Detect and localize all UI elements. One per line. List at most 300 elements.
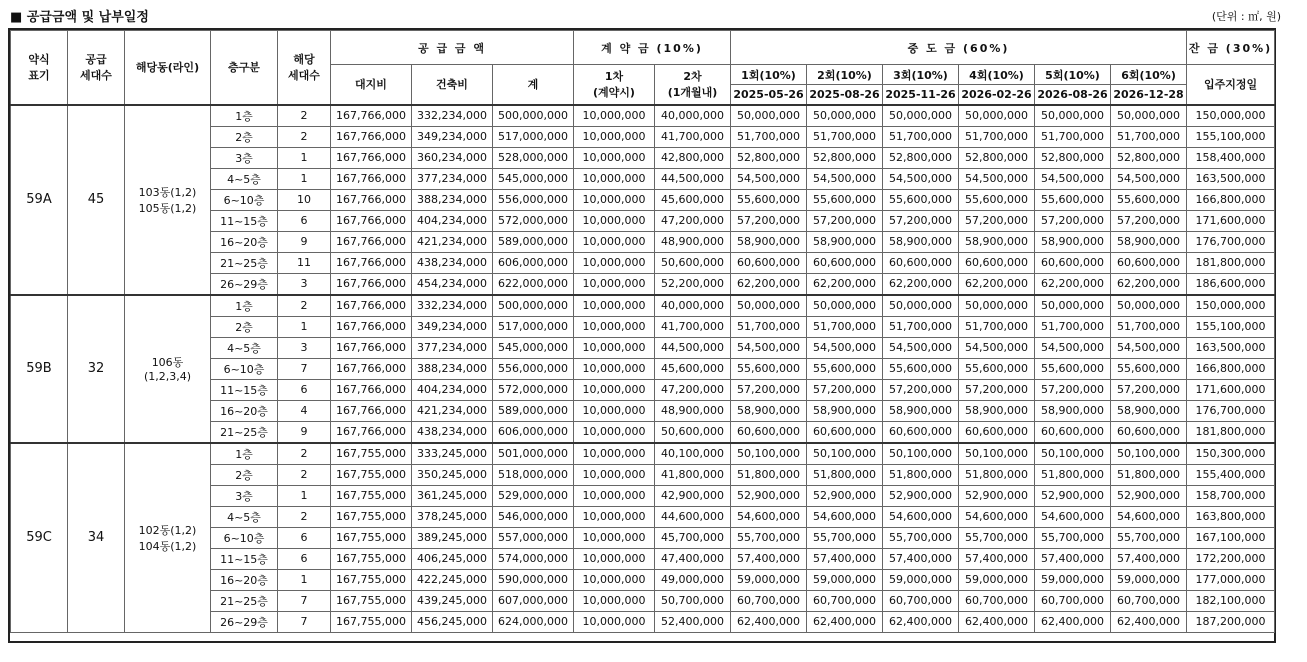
households-cell: 34 <box>68 443 125 633</box>
middle4-cell: 54,500,000 <box>959 337 1035 358</box>
construction-cell: 454,234,000 <box>412 273 493 295</box>
floor-households-cell: 1 <box>278 147 331 168</box>
middle4-cell: 57,200,000 <box>959 210 1035 231</box>
middle1-cell: 51,700,000 <box>731 126 807 147</box>
col-middle-2-date: 2025-08-26 <box>807 85 883 105</box>
total-cell: 572,000,000 <box>493 210 574 231</box>
balance-cell: 167,100,000 <box>1187 527 1275 548</box>
middle6-cell: 58,900,000 <box>1111 231 1187 252</box>
balance-cell: 163,800,000 <box>1187 506 1275 527</box>
contract1-cell: 10,000,000 <box>574 464 655 485</box>
contract1-cell: 10,000,000 <box>574 147 655 168</box>
unit-note: (단위 : ㎡, 원) <box>1211 10 1281 23</box>
building-cell: 103동(1,2) 105동(1,2) <box>125 105 211 295</box>
construction-cell: 361,245,000 <box>412 485 493 506</box>
middle2-cell: 58,900,000 <box>807 400 883 421</box>
construction-cell: 377,234,000 <box>412 168 493 189</box>
middle1-cell: 54,600,000 <box>731 506 807 527</box>
land-cell: 167,766,000 <box>331 358 412 379</box>
middle6-cell: 50,000,000 <box>1111 105 1187 127</box>
middle3-cell: 60,600,000 <box>883 252 959 273</box>
middle6-cell: 57,400,000 <box>1111 548 1187 569</box>
middle3-cell: 62,200,000 <box>883 273 959 295</box>
middle1-cell: 57,200,000 <box>731 210 807 231</box>
contract2-cell: 41,800,000 <box>655 464 731 485</box>
construction-cell: 377,234,000 <box>412 337 493 358</box>
floor-cell: 1층 <box>211 295 278 317</box>
middle5-cell: 60,700,000 <box>1035 590 1111 611</box>
land-cell: 167,755,000 <box>331 569 412 590</box>
land-cell: 167,766,000 <box>331 252 412 273</box>
construction-cell: 422,245,000 <box>412 569 493 590</box>
total-cell: 501,000,000 <box>493 443 574 465</box>
floor-cell: 21~25층 <box>211 252 278 273</box>
total-cell: 545,000,000 <box>493 168 574 189</box>
contract1-cell: 10,000,000 <box>574 485 655 506</box>
floor-cell: 16~20층 <box>211 569 278 590</box>
contract1-cell: 10,000,000 <box>574 421 655 443</box>
floor-cell: 21~25층 <box>211 421 278 443</box>
middle6-cell: 52,900,000 <box>1111 485 1187 506</box>
middle2-cell: 54,500,000 <box>807 337 883 358</box>
middle3-cell: 50,000,000 <box>883 105 959 127</box>
middle6-cell: 54,600,000 <box>1111 506 1187 527</box>
construction-cell: 456,245,000 <box>412 611 493 632</box>
contract1-cell: 10,000,000 <box>574 548 655 569</box>
table-row <box>11 295 1275 317</box>
construction-cell: 388,234,000 <box>412 189 493 210</box>
balance-cell: 150,000,000 <box>1187 295 1275 317</box>
middle2-cell: 52,800,000 <box>807 147 883 168</box>
households-cell: 45 <box>68 105 125 295</box>
middle1-cell: 55,600,000 <box>731 189 807 210</box>
floor-households-cell: 7 <box>278 358 331 379</box>
middle4-cell: 52,900,000 <box>959 485 1035 506</box>
middle3-cell: 58,900,000 <box>883 231 959 252</box>
floor-households-cell: 4 <box>278 400 331 421</box>
land-cell: 167,766,000 <box>331 273 412 295</box>
balance-cell: 172,200,000 <box>1187 548 1275 569</box>
middle2-cell: 60,700,000 <box>807 590 883 611</box>
balance-cell: 171,600,000 <box>1187 379 1275 400</box>
construction-cell: 404,234,000 <box>412 379 493 400</box>
contract2-cell: 50,600,000 <box>655 252 731 273</box>
middle4-cell: 50,100,000 <box>959 443 1035 465</box>
middle5-cell: 52,800,000 <box>1035 147 1111 168</box>
middle5-cell: 58,900,000 <box>1035 400 1111 421</box>
floor-households-cell: 2 <box>278 105 331 127</box>
middle3-cell: 57,200,000 <box>883 379 959 400</box>
land-cell: 167,766,000 <box>331 337 412 358</box>
construction-cell: 350,245,000 <box>412 464 493 485</box>
section-title: ■ 공급금액 및 납부일정 <box>10 10 149 25</box>
middle2-cell: 62,200,000 <box>807 273 883 295</box>
contract1-cell: 10,000,000 <box>574 231 655 252</box>
contract1-cell: 10,000,000 <box>574 316 655 337</box>
col-households: 공급 세대수 <box>68 31 125 105</box>
middle1-cell: 57,400,000 <box>731 548 807 569</box>
middle1-cell: 52,800,000 <box>731 147 807 168</box>
contract1-cell: 10,000,000 <box>574 210 655 231</box>
floor-households-cell: 3 <box>278 337 331 358</box>
middle2-cell: 51,800,000 <box>807 464 883 485</box>
contract1-cell: 10,000,000 <box>574 506 655 527</box>
middle5-cell: 50,100,000 <box>1035 443 1111 465</box>
land-cell: 167,766,000 <box>331 379 412 400</box>
middle1-cell: 54,500,000 <box>731 168 807 189</box>
middle5-cell: 51,700,000 <box>1035 316 1111 337</box>
construction-cell: 421,234,000 <box>412 400 493 421</box>
floor-cell: 6~10층 <box>211 358 278 379</box>
floor-households-cell: 7 <box>278 611 331 632</box>
middle6-cell: 50,000,000 <box>1111 295 1187 317</box>
contract1-cell: 10,000,000 <box>574 590 655 611</box>
middle2-cell: 55,700,000 <box>807 527 883 548</box>
construction-cell: 349,234,000 <box>412 126 493 147</box>
land-cell: 167,766,000 <box>331 316 412 337</box>
col-building: 해당동(라인) <box>125 31 211 105</box>
land-cell: 167,766,000 <box>331 168 412 189</box>
middle4-cell: 51,800,000 <box>959 464 1035 485</box>
land-cell: 167,766,000 <box>331 210 412 231</box>
floor-cell: 16~20층 <box>211 400 278 421</box>
middle5-cell: 52,900,000 <box>1035 485 1111 506</box>
middle4-cell: 57,200,000 <box>959 379 1035 400</box>
col-middle: 중 도 금 (60%) <box>731 31 1187 65</box>
total-cell: 517,000,000 <box>493 126 574 147</box>
middle4-cell: 52,800,000 <box>959 147 1035 168</box>
construction-cell: 438,234,000 <box>412 421 493 443</box>
middle1-cell: 54,500,000 <box>731 337 807 358</box>
building-cell: 102동(1,2) 104동(1,2) <box>125 443 211 633</box>
contract1-cell: 10,000,000 <box>574 400 655 421</box>
floor-households-cell: 9 <box>278 421 331 443</box>
construction-cell: 421,234,000 <box>412 231 493 252</box>
construction-cell: 388,234,000 <box>412 358 493 379</box>
middle5-cell: 54,500,000 <box>1035 337 1111 358</box>
total-cell: 572,000,000 <box>493 379 574 400</box>
middle1-cell: 60,600,000 <box>731 252 807 273</box>
floor-cell: 21~25층 <box>211 590 278 611</box>
middle3-cell: 60,700,000 <box>883 590 959 611</box>
col-contract-1: 1차 (계약시) <box>574 65 655 105</box>
contract2-cell: 40,100,000 <box>655 443 731 465</box>
middle4-cell: 62,400,000 <box>959 611 1035 632</box>
middle3-cell: 50,000,000 <box>883 295 959 317</box>
floor-cell: 16~20층 <box>211 231 278 252</box>
contract2-cell: 48,900,000 <box>655 400 731 421</box>
land-cell: 167,766,000 <box>331 295 412 317</box>
middle6-cell: 59,000,000 <box>1111 569 1187 590</box>
floor-households-cell: 2 <box>278 126 331 147</box>
middle3-cell: 52,800,000 <box>883 147 959 168</box>
land-cell: 167,755,000 <box>331 611 412 632</box>
land-cell: 167,766,000 <box>331 147 412 168</box>
col-balance: 잔 금 (30%) <box>1187 31 1275 65</box>
middle5-cell: 57,200,000 <box>1035 210 1111 231</box>
contract2-cell: 40,000,000 <box>655 295 731 317</box>
middle1-cell: 62,200,000 <box>731 273 807 295</box>
floor-cell: 3층 <box>211 147 278 168</box>
construction-cell: 360,234,000 <box>412 147 493 168</box>
floor-households-cell: 2 <box>278 506 331 527</box>
type-cell: 59B <box>11 295 68 443</box>
balance-cell: 158,400,000 <box>1187 147 1275 168</box>
middle4-cell: 60,600,000 <box>959 252 1035 273</box>
middle5-cell: 55,600,000 <box>1035 358 1111 379</box>
middle4-cell: 57,400,000 <box>959 548 1035 569</box>
middle2-cell: 57,400,000 <box>807 548 883 569</box>
balance-cell: 181,800,000 <box>1187 421 1275 443</box>
construction-cell: 378,245,000 <box>412 506 493 527</box>
middle1-cell: 51,800,000 <box>731 464 807 485</box>
col-middle-5-date: 2026-08-26 <box>1035 85 1111 105</box>
middle6-cell: 60,600,000 <box>1111 252 1187 273</box>
contract2-cell: 52,200,000 <box>655 273 731 295</box>
total-cell: 517,000,000 <box>493 316 574 337</box>
floor-households-cell: 10 <box>278 189 331 210</box>
middle3-cell: 62,400,000 <box>883 611 959 632</box>
col-total: 계 <box>493 65 574 105</box>
middle6-cell: 54,500,000 <box>1111 337 1187 358</box>
total-cell: 529,000,000 <box>493 485 574 506</box>
floor-households-cell: 6 <box>278 210 331 231</box>
contract2-cell: 44,500,000 <box>655 337 731 358</box>
land-cell: 167,755,000 <box>331 527 412 548</box>
floor-households-cell: 2 <box>278 443 331 465</box>
floor-cell: 11~15층 <box>211 379 278 400</box>
total-cell: 574,000,000 <box>493 548 574 569</box>
col-middle-1-date: 2025-05-26 <box>731 85 807 105</box>
middle3-cell: 51,800,000 <box>883 464 959 485</box>
total-cell: 606,000,000 <box>493 252 574 273</box>
col-floor: 층구분 <box>211 31 278 105</box>
land-cell: 167,755,000 <box>331 548 412 569</box>
land-cell: 167,766,000 <box>331 231 412 252</box>
balance-cell: 155,400,000 <box>1187 464 1275 485</box>
land-cell: 167,755,000 <box>331 590 412 611</box>
col-construction: 건축비 <box>412 65 493 105</box>
middle6-cell: 57,200,000 <box>1111 379 1187 400</box>
col-supply: 공 급 금 액 <box>331 31 574 65</box>
middle6-cell: 58,900,000 <box>1111 400 1187 421</box>
total-cell: 607,000,000 <box>493 590 574 611</box>
middle3-cell: 57,400,000 <box>883 548 959 569</box>
middle1-cell: 50,000,000 <box>731 105 807 127</box>
floor-households-cell: 1 <box>278 316 331 337</box>
total-cell: 589,000,000 <box>493 400 574 421</box>
contract2-cell: 49,000,000 <box>655 569 731 590</box>
balance-cell: 176,700,000 <box>1187 231 1275 252</box>
table-body <box>11 105 1275 633</box>
contract1-cell: 10,000,000 <box>574 337 655 358</box>
contract2-cell: 41,700,000 <box>655 316 731 337</box>
balance-cell: 171,600,000 <box>1187 210 1275 231</box>
floor-cell: 11~15층 <box>211 548 278 569</box>
middle4-cell: 55,700,000 <box>959 527 1035 548</box>
col-middle-6-label: 6회(10%) <box>1111 65 1187 85</box>
contract2-cell: 42,900,000 <box>655 485 731 506</box>
middle5-cell: 51,800,000 <box>1035 464 1111 485</box>
contract2-cell: 44,500,000 <box>655 168 731 189</box>
contract1-cell: 10,000,000 <box>574 252 655 273</box>
floor-cell: 4~5층 <box>211 337 278 358</box>
balance-cell: 166,800,000 <box>1187 189 1275 210</box>
middle6-cell: 55,600,000 <box>1111 189 1187 210</box>
balance-cell: 177,000,000 <box>1187 569 1275 590</box>
contract1-cell: 10,000,000 <box>574 189 655 210</box>
middle2-cell: 51,700,000 <box>807 316 883 337</box>
contract2-cell: 48,900,000 <box>655 231 731 252</box>
contract2-cell: 52,400,000 <box>655 611 731 632</box>
middle1-cell: 52,900,000 <box>731 485 807 506</box>
land-cell: 167,755,000 <box>331 464 412 485</box>
total-cell: 556,000,000 <box>493 189 574 210</box>
middle6-cell: 62,400,000 <box>1111 611 1187 632</box>
middle4-cell: 54,500,000 <box>959 168 1035 189</box>
contract2-cell: 41,700,000 <box>655 126 731 147</box>
middle4-cell: 54,600,000 <box>959 506 1035 527</box>
total-cell: 590,000,000 <box>493 569 574 590</box>
middle1-cell: 62,400,000 <box>731 611 807 632</box>
middle3-cell: 58,900,000 <box>883 400 959 421</box>
middle4-cell: 58,900,000 <box>959 400 1035 421</box>
floor-cell: 11~15층 <box>211 210 278 231</box>
type-cell: 59C <box>11 443 68 633</box>
middle2-cell: 62,400,000 <box>807 611 883 632</box>
middle2-cell: 57,200,000 <box>807 379 883 400</box>
middle3-cell: 55,600,000 <box>883 189 959 210</box>
contract2-cell: 42,800,000 <box>655 147 731 168</box>
middle4-cell: 55,600,000 <box>959 358 1035 379</box>
land-cell: 167,766,000 <box>331 421 412 443</box>
middle1-cell: 60,700,000 <box>731 590 807 611</box>
middle6-cell: 54,500,000 <box>1111 168 1187 189</box>
construction-cell: 389,245,000 <box>412 527 493 548</box>
middle6-cell: 57,200,000 <box>1111 210 1187 231</box>
col-middle-3-label: 3회(10%) <box>883 65 959 85</box>
contract1-cell: 10,000,000 <box>574 168 655 189</box>
middle3-cell: 54,500,000 <box>883 168 959 189</box>
middle6-cell: 60,700,000 <box>1111 590 1187 611</box>
middle2-cell: 58,900,000 <box>807 231 883 252</box>
floor-cell: 6~10층 <box>211 189 278 210</box>
middle5-cell: 55,700,000 <box>1035 527 1111 548</box>
middle6-cell: 51,700,000 <box>1111 126 1187 147</box>
middle5-cell: 60,600,000 <box>1035 421 1111 443</box>
land-cell: 167,766,000 <box>331 126 412 147</box>
floor-households-cell: 6 <box>278 379 331 400</box>
middle1-cell: 58,900,000 <box>731 231 807 252</box>
balance-cell: 150,000,000 <box>1187 105 1275 127</box>
middle5-cell: 59,000,000 <box>1035 569 1111 590</box>
middle1-cell: 57,200,000 <box>731 379 807 400</box>
contract1-cell: 10,000,000 <box>574 611 655 632</box>
floor-cell: 1층 <box>211 105 278 127</box>
total-cell: 500,000,000 <box>493 295 574 317</box>
construction-cell: 332,234,000 <box>412 295 493 317</box>
col-contract: 계 약 금 (10%) <box>574 31 731 65</box>
total-cell: 557,000,000 <box>493 527 574 548</box>
middle5-cell: 62,400,000 <box>1035 611 1111 632</box>
middle5-cell: 54,600,000 <box>1035 506 1111 527</box>
contract2-cell: 45,600,000 <box>655 189 731 210</box>
contract1-cell: 10,000,000 <box>574 379 655 400</box>
floor-cell: 26~29층 <box>211 611 278 632</box>
floor-cell: 1층 <box>211 443 278 465</box>
middle5-cell: 54,500,000 <box>1035 168 1111 189</box>
contract2-cell: 47,200,000 <box>655 379 731 400</box>
total-cell: 500,000,000 <box>493 105 574 127</box>
balance-cell: 163,500,000 <box>1187 337 1275 358</box>
middle2-cell: 52,900,000 <box>807 485 883 506</box>
land-cell: 167,755,000 <box>331 485 412 506</box>
middle2-cell: 55,600,000 <box>807 189 883 210</box>
middle1-cell: 60,600,000 <box>731 421 807 443</box>
floor-households-cell: 9 <box>278 231 331 252</box>
middle6-cell: 62,200,000 <box>1111 273 1187 295</box>
contract2-cell: 50,600,000 <box>655 421 731 443</box>
col-middle-4-date: 2026-02-26 <box>959 85 1035 105</box>
construction-cell: 332,234,000 <box>412 105 493 127</box>
middle5-cell: 58,900,000 <box>1035 231 1111 252</box>
middle2-cell: 50,100,000 <box>807 443 883 465</box>
balance-cell: 187,200,000 <box>1187 611 1275 632</box>
balance-cell: 176,700,000 <box>1187 400 1275 421</box>
balance-cell: 155,100,000 <box>1187 316 1275 337</box>
total-cell: 589,000,000 <box>493 231 574 252</box>
middle6-cell: 51,800,000 <box>1111 464 1187 485</box>
col-balance-sub: 입주지정일 <box>1187 65 1275 105</box>
middle3-cell: 55,600,000 <box>883 358 959 379</box>
middle6-cell: 52,800,000 <box>1111 147 1187 168</box>
total-cell: 528,000,000 <box>493 147 574 168</box>
middle6-cell: 60,600,000 <box>1111 421 1187 443</box>
col-type: 약식 표기 <box>11 31 68 105</box>
middle6-cell: 55,600,000 <box>1111 358 1187 379</box>
contract2-cell: 40,000,000 <box>655 105 731 127</box>
table-frame <box>8 28 1276 643</box>
floor-households-cell: 6 <box>278 527 331 548</box>
middle5-cell: 55,600,000 <box>1035 189 1111 210</box>
middle2-cell: 55,600,000 <box>807 358 883 379</box>
floor-households-cell: 1 <box>278 168 331 189</box>
contract1-cell: 10,000,000 <box>574 443 655 465</box>
middle6-cell: 51,700,000 <box>1111 316 1187 337</box>
floor-cell: 2층 <box>211 464 278 485</box>
middle2-cell: 60,600,000 <box>807 421 883 443</box>
middle5-cell: 57,400,000 <box>1035 548 1111 569</box>
middle3-cell: 54,500,000 <box>883 337 959 358</box>
contract1-cell: 10,000,000 <box>574 358 655 379</box>
balance-cell: 166,800,000 <box>1187 358 1275 379</box>
middle3-cell: 51,700,000 <box>883 126 959 147</box>
middle2-cell: 50,000,000 <box>807 295 883 317</box>
contract1-cell: 10,000,000 <box>574 126 655 147</box>
floor-households-cell: 2 <box>278 295 331 317</box>
col-contract-2: 2차 (1개월내) <box>655 65 731 105</box>
total-cell: 622,000,000 <box>493 273 574 295</box>
middle1-cell: 59,000,000 <box>731 569 807 590</box>
balance-cell: 181,800,000 <box>1187 252 1275 273</box>
header-bar <box>0 0 1307 30</box>
floor-cell: 4~5층 <box>211 168 278 189</box>
construction-cell: 406,245,000 <box>412 548 493 569</box>
middle6-cell: 55,700,000 <box>1111 527 1187 548</box>
middle2-cell: 57,200,000 <box>807 210 883 231</box>
col-middle-6-date: 2026-12-28 <box>1111 85 1187 105</box>
contract1-cell: 10,000,000 <box>574 295 655 317</box>
